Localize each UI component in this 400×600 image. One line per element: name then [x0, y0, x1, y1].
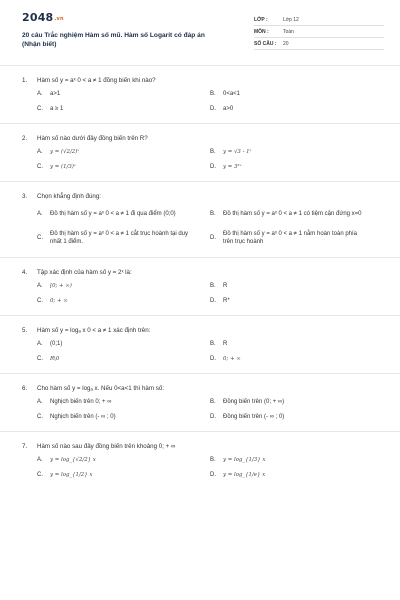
option-text: Nghịch biến trên (- ∞ ; 0)	[50, 413, 116, 420]
option-letter: B.	[210, 211, 216, 217]
option-d[interactable]	[210, 293, 383, 308]
option-c[interactable]	[37, 409, 210, 424]
option-letter: C.	[37, 297, 43, 304]
option-letter: B.	[210, 282, 216, 289]
option-letter: C.	[37, 235, 43, 241]
option-text: [0; + ∞)	[50, 282, 72, 289]
divider	[0, 257, 400, 258]
question-number: 6.	[22, 384, 28, 392]
meta-row-subject	[254, 26, 384, 38]
option-text: y = √3 - 1ˣ	[223, 148, 252, 155]
option-text: y = log_{1/3} x	[223, 456, 266, 463]
option-letter: A.	[37, 282, 43, 289]
option-d[interactable]	[210, 351, 383, 366]
option-letter: D.	[210, 471, 216, 478]
option-letter: D.	[210, 297, 216, 304]
question-text: Hàm số y = logₐ x 0 < a ≠ 1 xác định trên:	[37, 326, 151, 334]
option-text: Đồng biến trên (- ∞ ; 0)	[223, 413, 285, 420]
option-text: Đồ thị hàm số y = aˣ 0 < a ≠ 1 nằm hoàn toàn phía trên trục hoành	[223, 231, 358, 245]
option-text: Nghịch biến trên 0; + ∞	[50, 398, 112, 405]
option-letter: C.	[37, 413, 43, 420]
question-text: Hàm số nào sau đây đồng biến trên khoảng 0; + ∞	[37, 442, 176, 450]
option-text: Đồ thị hàm số y = aˣ 0 < a ≠ 1 có tiệm cận đứng x=0	[223, 211, 362, 217]
question-text: Tập xác định của hàm số y = 2ˣ là:	[37, 268, 132, 276]
meta-value: 20	[283, 40, 289, 47]
meta-key: SỐ CÂU :	[254, 40, 277, 47]
option-text: R*	[223, 297, 230, 304]
option-a[interactable]	[37, 144, 210, 159]
option-text: 0; + ∞	[223, 355, 241, 362]
option-letter: C.	[37, 355, 43, 362]
option-a[interactable]	[37, 452, 210, 467]
option-d[interactable]	[210, 467, 383, 482]
option-letter: A.	[37, 456, 43, 463]
option-d[interactable]	[210, 226, 383, 250]
option-text: (0;1)	[50, 340, 63, 347]
option-b[interactable]	[210, 452, 383, 467]
option-b[interactable]	[210, 144, 383, 159]
option-text: y = 3²ˣ	[223, 163, 242, 170]
page-header	[0, 0, 400, 66]
option-text: y = log_{√2/2} x	[50, 456, 96, 463]
option-letter: D.	[210, 163, 216, 170]
option-letter: A.	[37, 148, 43, 155]
option-text: R\0	[50, 355, 60, 362]
option-letter: C.	[37, 105, 43, 112]
logo-suffix: .vn	[54, 16, 64, 22]
meta-key: MÔN :	[254, 28, 269, 35]
option-a[interactable]	[37, 394, 210, 409]
meta-row-class	[254, 14, 384, 26]
question-text: Cho hàm số y = logₐ x. Nếu 0<a<1 thì hàm số:	[37, 384, 164, 392]
option-a[interactable]	[37, 202, 210, 226]
divider	[0, 373, 400, 374]
question-number: 7.	[22, 442, 28, 450]
option-text: a>1	[50, 90, 61, 97]
question-7	[22, 440, 384, 482]
option-text: 0; + ∞	[50, 297, 68, 304]
document-title: 20 câu Trắc nghiệm Hàm số mũ. Hàm số Logarit có đáp án (Nhận biết)	[22, 32, 205, 48]
option-text: 0<a<1	[223, 90, 241, 97]
option-letter: D.	[210, 413, 216, 420]
meta-value: Lớp 12	[283, 16, 299, 23]
option-letter: B.	[210, 340, 216, 347]
divider	[0, 431, 400, 432]
option-letter: B.	[210, 398, 216, 405]
question-number: 3.	[22, 192, 28, 200]
question-text: Hàm số y = aˣ 0 < a ≠ 1 đồng biến khi nào?	[37, 76, 156, 84]
question-1	[22, 74, 384, 124]
divider	[0, 181, 400, 182]
option-text: R	[223, 282, 228, 289]
question-6	[22, 382, 384, 432]
option-text: y = (√2/2)ˣ	[50, 148, 80, 155]
option-letter: A.	[37, 340, 43, 347]
option-a[interactable]	[37, 336, 210, 351]
question-text: Hàm số nào dưới đây đồng biến trên R?	[37, 134, 148, 142]
meta-value: Toán	[283, 28, 294, 35]
option-b[interactable]	[210, 278, 383, 293]
option-a[interactable]	[37, 278, 210, 293]
question-3	[22, 190, 384, 258]
option-text: a ≥ 1	[50, 105, 64, 112]
option-d[interactable]	[210, 409, 383, 424]
option-text: y = (1/3)ˣ	[50, 163, 76, 170]
question-list	[22, 74, 384, 482]
option-text: Đồ thị hàm số y = aˣ 0 < a ≠ 1 cắt trục hoành tại duy nhất 1 điểm.	[50, 231, 189, 245]
option-text: Đồng biến trên (0; + ∞)	[223, 398, 285, 405]
option-letter: B.	[210, 456, 216, 463]
option-d[interactable]	[210, 101, 383, 116]
question-number: 4.	[22, 268, 28, 276]
option-letter: A.	[37, 211, 43, 217]
option-letter: B.	[210, 90, 216, 97]
divider	[0, 315, 400, 316]
option-b[interactable]	[210, 394, 383, 409]
option-c[interactable]	[37, 467, 210, 482]
option-b[interactable]	[210, 86, 383, 101]
option-text: y = log_{1/e} x	[223, 471, 266, 478]
question-text: Chọn khẳng định đúng:	[37, 192, 101, 200]
site-logo[interactable]	[22, 11, 64, 24]
question-number: 5.	[22, 326, 28, 334]
option-letter: D.	[210, 105, 216, 112]
option-letter: A.	[37, 398, 43, 405]
option-letter: B.	[210, 148, 216, 155]
option-b[interactable]	[210, 202, 383, 226]
option-b[interactable]	[210, 336, 383, 351]
option-letter: C.	[37, 163, 43, 170]
question-2	[22, 132, 384, 182]
option-a[interactable]	[37, 86, 210, 101]
option-letter: C.	[37, 471, 43, 478]
question-number: 1.	[22, 76, 28, 84]
document-meta	[254, 14, 384, 50]
option-letter: D.	[210, 235, 216, 241]
question-5	[22, 324, 384, 374]
option-d[interactable]	[210, 159, 383, 174]
meta-row-count	[254, 38, 384, 50]
option-letter: A.	[37, 90, 43, 97]
question-4	[22, 266, 384, 316]
option-text: Đồ thị hàm số y = aˣ 0 < a ≠ 1 đi qua điểm (0;0)	[50, 211, 176, 217]
divider	[0, 123, 400, 124]
option-c[interactable]	[37, 351, 210, 366]
option-c[interactable]	[37, 293, 210, 308]
option-text: a>0	[223, 105, 234, 112]
option-text: R	[223, 340, 228, 347]
option-letter: D.	[210, 355, 216, 362]
question-number: 2.	[22, 134, 28, 142]
logo-main: 2048	[22, 11, 54, 24]
option-c[interactable]	[37, 101, 210, 116]
meta-key: LỚP :	[254, 16, 268, 23]
option-c[interactable]	[37, 226, 210, 250]
option-c[interactable]	[37, 159, 210, 174]
option-text: y = log_{1/2} x	[50, 471, 93, 478]
